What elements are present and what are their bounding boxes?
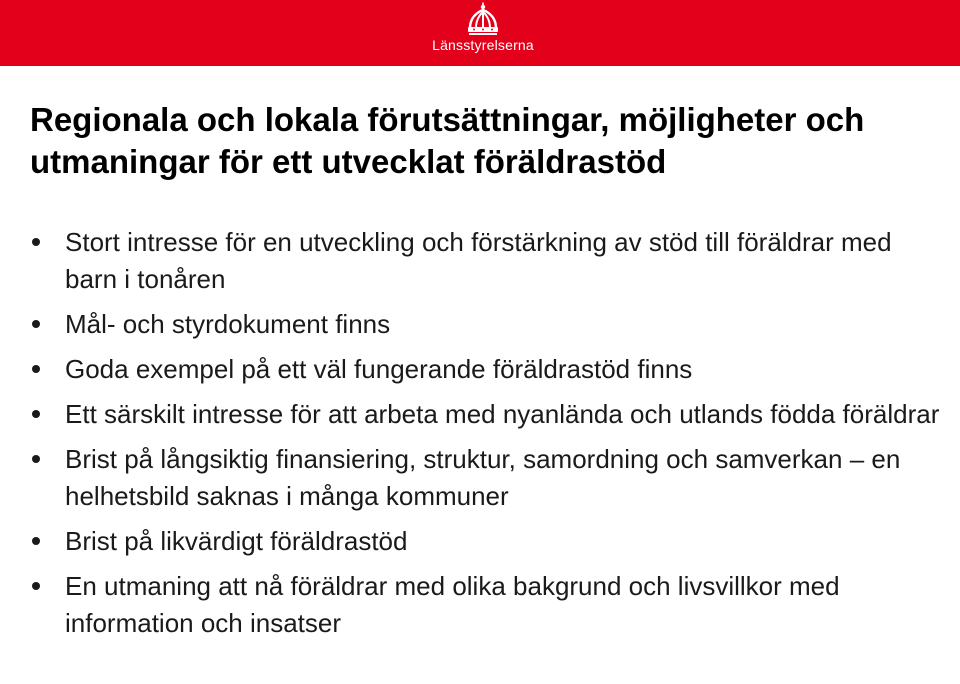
bullet-text: Stort intresse för en utveckling och förstärkning av stöd till föräldrar med barn i tonåren (65, 227, 892, 294)
bullet-dot-icon (32, 410, 40, 418)
logo-text: Länsstyrelserna (432, 37, 534, 53)
lansstyrelserna-logo (418, 2, 548, 64)
bullet-text: En utmaning att nå föräldrar med olika bakgrund och livsvillkor med information och insatser (65, 571, 840, 638)
bullet-item (30, 441, 940, 515)
bullet-item (30, 396, 940, 433)
bullet-list (30, 224, 940, 650)
bullet-text: Brist på långsiktig finansiering, struktur, samordning och samverkan – en helhetsbild saknas i många kommuner (65, 444, 901, 511)
bullet-dot-icon (32, 365, 40, 373)
bullet-dot-icon (32, 455, 40, 463)
bullet-text: Ett särskilt intresse för att arbeta med nyanlända och utlands födda föräldrar (65, 399, 940, 429)
slide-title: Regionala och lokala förutsättningar, möjligheter och utmaningar för ett utvecklat föräldrastöd (30, 101, 865, 180)
bullet-text: Goda exempel på ett väl fungerande föräldrastöd finns (65, 354, 693, 384)
bullet-dot-icon (32, 238, 40, 246)
bullet-dot-icon (32, 320, 40, 328)
bullet-text: Mål- och styrdokument finns (65, 309, 391, 339)
crown-icon (465, 2, 501, 36)
bullet-dot-icon (32, 537, 40, 545)
bullet-item (30, 568, 940, 642)
bullet-item (30, 224, 940, 298)
bullet-dot-icon (32, 582, 40, 590)
bullet-item (30, 351, 940, 388)
bullet-text: Brist på likvärdigt föräldrastöd (65, 526, 408, 556)
bullet-item (30, 306, 940, 343)
header-band (0, 0, 960, 66)
bullet-item (30, 523, 940, 560)
